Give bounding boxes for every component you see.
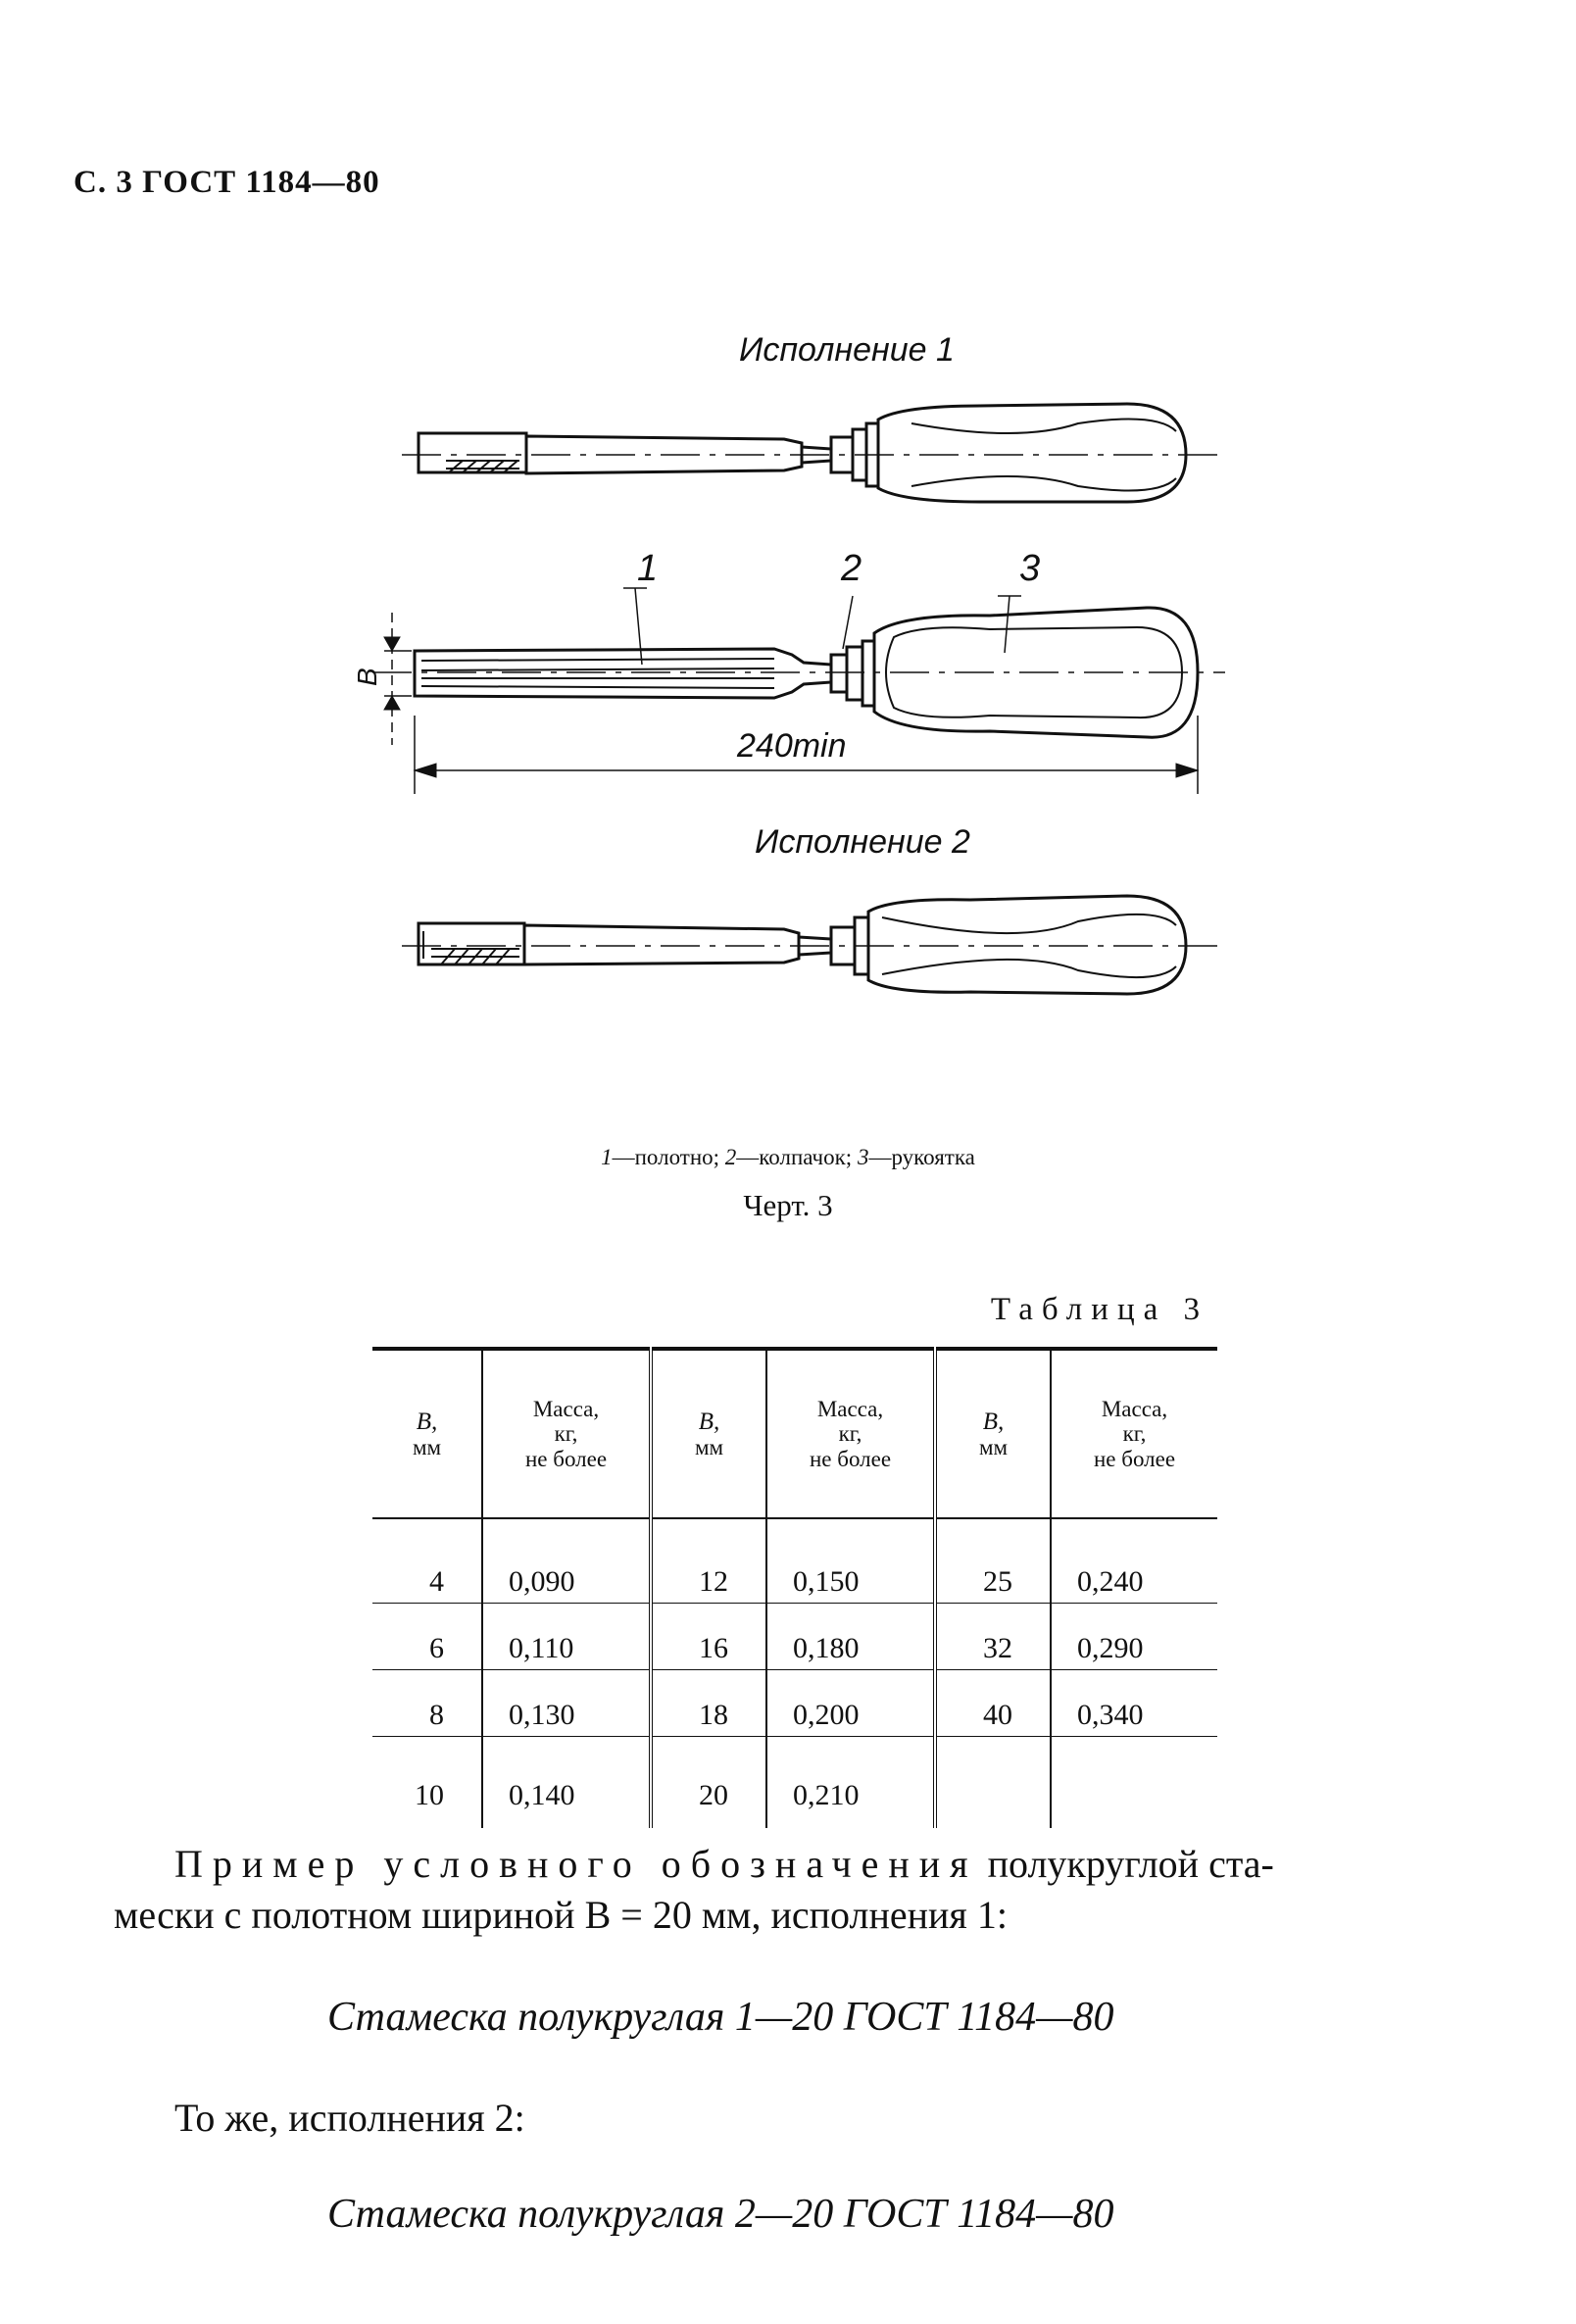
table-row: 8 0,130 18 0,200 40 0,340 [372, 1670, 1217, 1737]
header-mass-3: Масса, кг, не более [1051, 1349, 1217, 1518]
variant-1-label: Исполнение 1 [739, 331, 955, 369]
table-row: 10 0,140 20 0,210 [372, 1737, 1217, 1829]
designation-example-2: Стамеска полукруглая 2—20 ГОСТ 1184—80 [327, 2192, 1114, 2237]
page-header: С. 3 ГОСТ 1184—80 [74, 165, 380, 200]
header-b-1: В, мм [372, 1349, 482, 1518]
mass-table [372, 1347, 1217, 1828]
dimension-length: 240min [737, 727, 847, 765]
table-header-row [372, 1349, 1217, 1518]
callout-3: 3 [1019, 548, 1041, 589]
paragraph-line-1: Пример условного обозначения полукруглой ста- [174, 1842, 1274, 1886]
header-b-3: В, мм [935, 1349, 1051, 1518]
header-b-2: В, мм [651, 1349, 766, 1518]
table-row: 4 0,090 12 0,150 25 0,240 [372, 1518, 1217, 1604]
figure-caption: Черт. 3 [743, 1188, 833, 1222]
figure-legend: 1—полотно; 2—колпачок; 3—рукоятка [601, 1145, 975, 1169]
paragraph-line-2: мески с полотном шириной В = 20 мм, исполнения 1: [114, 1893, 1008, 1937]
chisel-variant-1 [402, 404, 1225, 502]
variant-2-label: Исполнение 2 [755, 823, 970, 861]
designation-example-1: Стамеска полукруглая 1—20 ГОСТ 1184—80 [327, 1995, 1114, 2040]
table-title: Таблица 3 [990, 1292, 1208, 1327]
chisel-drawing [0, 0, 1576, 1127]
header-mass-2: Масса, кг, не более [766, 1349, 935, 1518]
table-row: 6 0,110 16 0,180 32 0,290 [372, 1604, 1217, 1670]
callout-1: 1 [637, 548, 659, 589]
paragraph-same: То же, исполнения 2: [174, 2096, 525, 2140]
dimension-b: В [352, 668, 382, 686]
header-mass-1: Масса, кг, не более [482, 1349, 651, 1518]
callout-2: 2 [841, 548, 862, 589]
chisel-variant-2 [402, 896, 1225, 994]
